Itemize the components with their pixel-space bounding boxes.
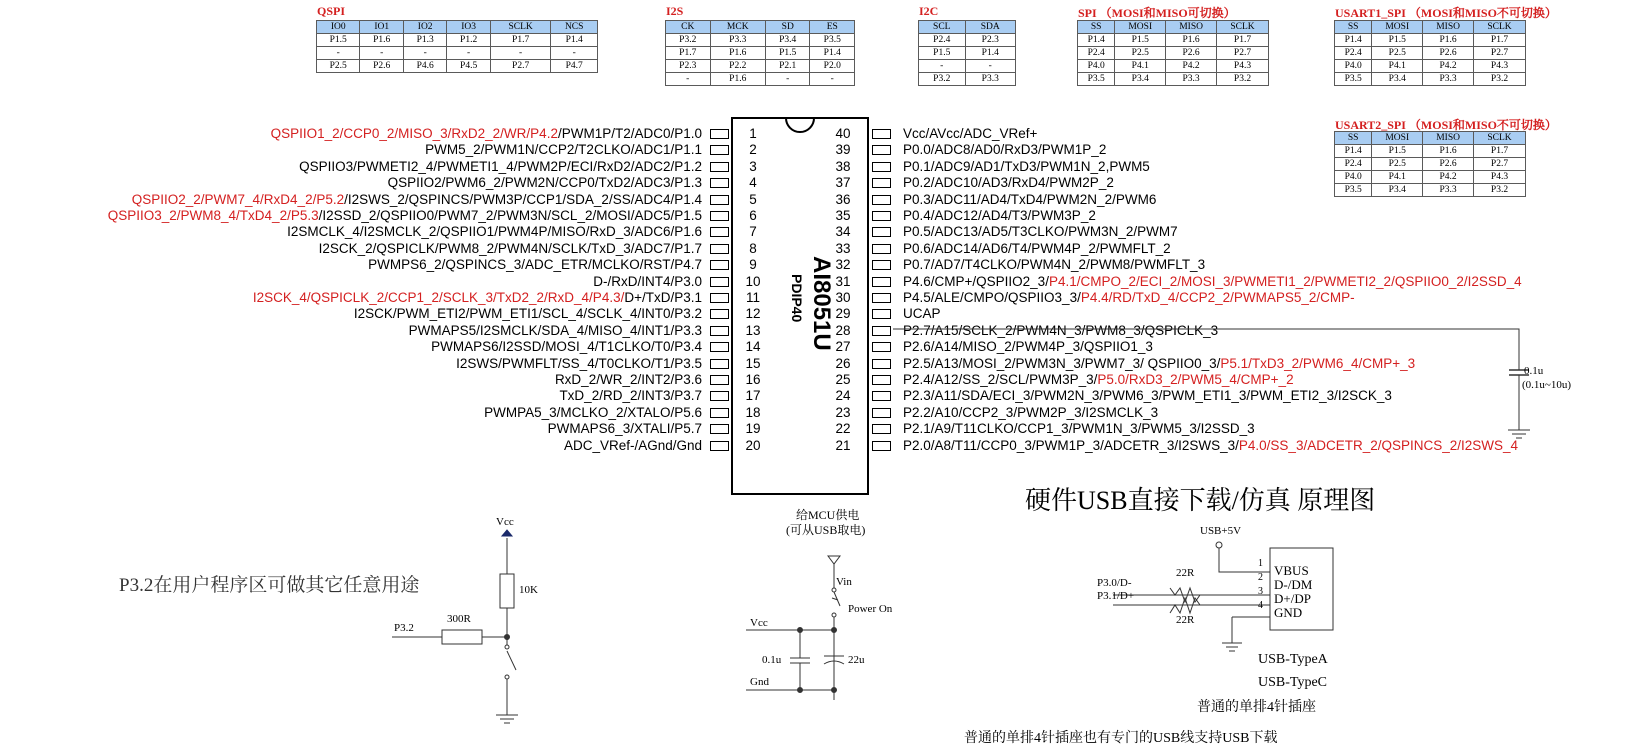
table-cell: P3.3: [710, 34, 765, 47]
table-header-cell: MOSI: [1372, 21, 1423, 34]
pin-function-text: P5.0/RxD3_2/PWM5_4/CMP+_2: [1097, 372, 1294, 387]
table-header-cell: SDA: [965, 21, 1016, 34]
table-cell: P2.4: [1335, 47, 1372, 60]
table-header-cell: MISO: [1423, 21, 1474, 34]
p32-pullup-resistor-label: 10K: [519, 584, 538, 596]
table-cell: P1.4: [1335, 145, 1372, 158]
pin-function-text: P5.1/TxD3_2/PWM6_4/CMP+_3: [1220, 355, 1416, 371]
table-cell: P1.7: [1217, 34, 1269, 47]
table-cell: P1.7: [666, 47, 711, 60]
table-cell: P2.5: [1115, 47, 1166, 60]
usb-dp-net-label: P3.1/D+: [1097, 590, 1135, 602]
table-header-cell: SS: [1335, 21, 1372, 34]
table-cell: P4.0: [1335, 60, 1372, 73]
table-cell: P2.3: [666, 60, 711, 73]
usb-dm-net-label: P3.0/D-: [1097, 577, 1132, 589]
pin-function-text: PWMAPS6/I2SSD/MOSI_4/T1CLKO/T0/P3.4: [431, 339, 702, 355]
table-cell: -: [965, 60, 1016, 73]
table-cell: P1.5: [1372, 34, 1423, 47]
pin-number: 6: [749, 208, 757, 223]
pin-number: 25: [835, 372, 851, 387]
power-gnd-label: Gnd: [750, 676, 769, 688]
table-cell: P3.5: [1335, 73, 1372, 86]
pin-number: 14: [745, 339, 761, 355]
mcu-power-note-sub: (可从USB取电): [786, 523, 866, 537]
pin-number: 12: [745, 306, 761, 322]
pin-function-text: I2SCK_4/QSPICLK_2/CCP1_2/SCLK_3/TxD2_2/RxD_4/P4.3/: [252, 290, 625, 305]
table-cell: P1.6: [360, 34, 403, 47]
table-cell: -: [551, 47, 598, 60]
table-cell: P4.7: [551, 60, 598, 73]
table-cell: P2.5: [1372, 47, 1423, 60]
pin-number: 39: [835, 142, 851, 158]
table-cell: P3.4: [765, 34, 810, 47]
pin-function-text: ADC_VRef-/AGnd/Gnd: [563, 437, 702, 453]
pin-function-text: I2SMCLK_4/I2SMCLK_2/QSPIIO1/PWM4P/MISO/RxD_3/ADC6/P1.6: [287, 224, 702, 240]
pin-number: 37: [835, 175, 851, 191]
table-cell: P4.2: [1166, 60, 1217, 73]
pin-number: 19: [745, 421, 761, 437]
pin-number: 32: [835, 257, 851, 273]
usb-footer-note: 普通的单排4针插座也有专门的USB线支持USB下载: [964, 731, 1278, 746]
pin-function-text: Vcc/AVcc/ADC_VRef+: [903, 126, 1038, 141]
table-header-cell: MOSI: [1115, 21, 1166, 34]
table-cell: -: [447, 47, 490, 60]
table-cell: P1.4: [1335, 34, 1372, 47]
pin-function-text: P2.2/A10/CCP2_3/PWM2P_3/I2SMCLK_3: [903, 404, 1159, 420]
pin-number: 1: [749, 126, 757, 141]
table-header-cell: ES: [810, 21, 855, 34]
chip-package: PDIP40: [789, 274, 805, 323]
table-cell: P1.2: [447, 34, 490, 47]
pin-number: 28: [835, 322, 851, 338]
table-cell: P4.5: [447, 60, 490, 73]
table-cell: P2.7: [1217, 47, 1269, 60]
table-header-cell: MOSI: [1372, 132, 1423, 145]
table-cell: P2.1: [765, 60, 810, 73]
usb-pin-number: 3: [1258, 586, 1263, 597]
pin-number: 40: [835, 126, 851, 141]
pin-number: 3: [749, 158, 757, 174]
table-cell: P4.0: [1335, 171, 1372, 184]
pin-function-text: P4.1/CMPO_2/ECI_2/MOSI_3/PWMETI1_2/PWMETI2_2/QSPIIO0_2/I2SSD_4: [1048, 273, 1522, 289]
table-cell: P1.6: [1423, 145, 1474, 158]
table-cell: P2.4: [1335, 158, 1372, 171]
table-header-cell: SCL: [919, 21, 966, 34]
pin-function-text: /I2SWS_2/QSPINCS/PWM3P/CCP1/SDA_2/SS/ADC4/P1.4: [344, 191, 702, 207]
pin-function-text: I2SCK_2/QSPICLK/PWM8_2/PWM4N/SCLK/TxD_3/ADC7/P1.7: [318, 240, 702, 256]
table-cell: P3.4: [1115, 73, 1166, 86]
pin-number: 31: [835, 273, 851, 289]
pin-function-text: P2.1/A9/T11CLKO/CCP1_3/PWM1N_3/PWM5_3/I2SSD_3: [903, 421, 1255, 437]
table-cell: P1.3: [403, 34, 446, 47]
pin-number: 11: [745, 290, 760, 305]
table-cell: -: [360, 47, 403, 60]
pin-number: 5: [749, 191, 757, 207]
table-cell: P4.1: [1372, 60, 1423, 73]
ucap-cap-value: 0.1u: [1524, 365, 1544, 377]
pin-function-text: PWMPS6_2/QSPINCS_3/ADC_ETR/MCLKO/RST/P4.7: [368, 257, 702, 273]
usb-pin-name: D-/DM: [1274, 577, 1313, 592]
table-header-cell: MISO: [1423, 132, 1474, 145]
table-header-cell: MISO: [1166, 21, 1217, 34]
table-cell: P3.4: [1372, 184, 1423, 197]
pin-function-text: P0.5/ADC13/AD5/T3CLKO/PWM3N_2/PWM7: [903, 224, 1178, 240]
pin-function-text: PWMPA5_3/MCLKO_2/XTALO/P5.6: [484, 404, 702, 420]
table-cell: P4.2: [1423, 60, 1474, 73]
pin-number: 30: [835, 290, 851, 305]
table-cell: P1.5: [765, 47, 810, 60]
table-cell: P2.7: [1474, 158, 1526, 171]
pin-number: 13: [745, 322, 761, 338]
pin-number: 2: [749, 142, 757, 158]
cap-0-1u-label: 0.1u: [762, 654, 782, 666]
table-cell: P2.7: [1474, 47, 1526, 60]
pin-number: 7: [749, 224, 757, 240]
vin-label: Vin: [836, 576, 852, 588]
table-header-cell: IO1: [360, 21, 403, 34]
pin-function-text: QSPIIO1_2/CCP0_2/MISO_3/RxD2_2/WR/P4.2: [270, 126, 558, 141]
table-cell: P1.6: [1423, 34, 1474, 47]
table-cell: -: [919, 60, 966, 73]
table-header-cell: SCLK: [490, 21, 551, 34]
table-header-cell: IO3: [447, 21, 490, 34]
table-cell: P3.5: [1078, 73, 1115, 86]
table-cell: P2.7: [490, 60, 551, 73]
table-cell: P2.6: [1423, 158, 1474, 171]
pin-number: 36: [835, 191, 851, 207]
pin-number: 20: [745, 437, 761, 453]
pin-function-text: P0.4/ADC12/AD4/T3/PWM3P_2: [903, 208, 1096, 223]
usb-pin-number: 4: [1258, 600, 1263, 611]
usb-pin-name: D+/DP: [1274, 591, 1311, 606]
table-cell: -: [810, 73, 855, 86]
i2s-table-title: I2S: [666, 4, 684, 18]
pin-function-text: P4.6/CMP+/QSPIIO2_3/: [903, 273, 1049, 289]
usb-schematic-title: 硬件USB直接下载/仿真 原理图: [1025, 486, 1376, 515]
pin-number: 26: [835, 355, 851, 371]
pin-function-text: P0.3/ADC11/AD4/TxD4/PWM2N_2/PWM6: [903, 191, 1157, 207]
table-header-cell: SCLK: [1474, 132, 1526, 145]
pin-number: 21: [835, 437, 851, 453]
table-cell: P3.3: [965, 73, 1016, 86]
table-header-cell: IO2: [403, 21, 446, 34]
pin-function-text: P0.7/AD7/T4CLKO/PWM4N_2/PWM8/PWMFLT_3: [903, 257, 1206, 273]
pin-function-text: P0.2/ADC10/AD3/RxD4/PWM2P_2: [903, 175, 1114, 191]
table-cell: P3.5: [810, 34, 855, 47]
table-header-cell: SS: [1078, 21, 1115, 34]
p32-pin-label: P3.2: [394, 622, 414, 634]
pin-number: 18: [745, 404, 761, 420]
table-cell: P3.2: [1474, 184, 1526, 197]
table-cell: P4.0: [1078, 60, 1115, 73]
table-cell: -: [317, 47, 360, 60]
table-header-cell: SCLK: [1474, 21, 1526, 34]
usb-pin-name: VBUS: [1274, 563, 1309, 578]
table-cell: P2.3: [965, 34, 1016, 47]
table-cell: P4.3: [1217, 60, 1269, 73]
pin-number: 24: [835, 388, 851, 404]
table-cell: P4.2: [1423, 171, 1474, 184]
i2c-table-title: I2C: [919, 4, 939, 18]
table-header-cell: IO0: [317, 21, 360, 34]
pin-function-text: QSPIIO2_2/PWM7_4/RxD4_2/P5.2: [131, 191, 345, 207]
p32-series-resistor-label: 300R: [447, 613, 471, 625]
qspi-table-title: QSPI: [317, 4, 346, 18]
pin-number: 33: [835, 240, 851, 256]
pin-function-text: P0.0/ADC8/AD0/RxD3/PWM1P_2: [903, 142, 1107, 158]
table-cell: P1.4: [810, 47, 855, 60]
pin-number: 38: [835, 158, 851, 174]
table-cell: P3.5: [1335, 184, 1372, 197]
table-header-cell: NCS: [551, 21, 598, 34]
pin-function-text: PWMAPS5/I2SMCLK/SDA_4/MISO_4/INT1/P3.3: [408, 322, 702, 338]
table-cell: P3.2: [1474, 73, 1526, 86]
pin-number: 9: [749, 257, 757, 273]
pin-number: 27: [835, 339, 851, 355]
table-cell: P4.3: [1474, 171, 1526, 184]
table-cell: P2.6: [1423, 47, 1474, 60]
table-cell: P1.5: [919, 47, 966, 60]
power-switch-label: Power On: [848, 603, 893, 615]
spi-table-title: SPI （MOSI和MISO可切换）: [1078, 6, 1236, 20]
table-cell: -: [490, 47, 551, 60]
table-cell: P1.7: [490, 34, 551, 47]
pin-function-text: D-/RxD/INT4/P3.0: [593, 273, 702, 289]
table-cell: P4.1: [1115, 60, 1166, 73]
table-header-cell: SS: [1335, 132, 1372, 145]
table-cell: P3.2: [919, 73, 966, 86]
usb-pin-number: 1: [1258, 558, 1263, 569]
table-cell: P1.6: [710, 73, 765, 86]
pin-function-text: D+/TxD/P3.1: [624, 290, 702, 305]
table-cell: P3.4: [1372, 73, 1423, 86]
pin-number: 4: [749, 175, 757, 191]
pin-number: 35: [835, 208, 851, 223]
usb-header-label: 普通的单排4针插座: [1197, 700, 1316, 715]
table-cell: P2.5: [1372, 158, 1423, 171]
pin-function-text: P2.3/A11/SDA/ECI_3/PWM2N_3/PWM6_3/PWM_ETI1_3/PWM_ETI2_3/I2SCK_3: [903, 388, 1392, 404]
table-cell: -: [765, 73, 810, 86]
usb-pin-name: GND: [1274, 605, 1303, 620]
table-header-cell: SD: [765, 21, 810, 34]
pin-function-text: UCAP: [903, 306, 941, 322]
pin-number: 15: [745, 355, 761, 371]
table-cell: P2.5: [317, 60, 360, 73]
pin-number: 17: [745, 388, 761, 404]
pin-function-text: QSPIIO3/PWMETI2_4/PWMETI1_4/PWM2P/ECI/RxD2/ADC2/P1.2: [299, 158, 702, 174]
pin-number: 8: [749, 240, 757, 256]
table-cell: -: [666, 73, 711, 86]
pin-function-text: P2.5/A13/MOSI_2/PWM3N_3/PWM7_3/ QSPIIO0_3/: [903, 355, 1221, 371]
ucap-cap-range: (0.1u~10u): [1522, 379, 1572, 391]
table-cell: P1.5: [1372, 145, 1423, 158]
table-cell: P2.4: [919, 34, 966, 47]
table-cell: P2.6: [360, 60, 403, 73]
pin-function-text: P4.0/SS_3/ADCETR_2/QSPINCS_2/I2SWS_4: [1238, 437, 1519, 453]
cap-22u-label: 22u: [848, 654, 865, 666]
pin-function-text: I2SCK/PWM_ETI2/PWM_ETI1/SCL_4/SCLK_4/INT0/P3.2: [353, 306, 702, 322]
pin-function-text: P2.7/A15/SCLK_2/PWM4N_3/PWM8_3/QSPICLK_3: [903, 322, 1219, 338]
table-cell: P4.1: [1372, 171, 1423, 184]
usb-pin-number: 2: [1258, 572, 1263, 583]
pin-number: 10: [745, 273, 761, 289]
pin-function-text: P2.0/A8/T11/CCP0_3/PWM1P_3/ADCETR_3/I2SWS_3/: [903, 437, 1239, 453]
table-cell: P3.2: [666, 34, 711, 47]
pin-function-text: /PWM1P/T2/ADC0/P1.0: [557, 126, 702, 141]
pin-function-text: P0.1/ADC9/AD1/TxD3/PWM1N_2,PWM5: [903, 158, 1150, 174]
table-header-cell: CK: [666, 21, 711, 34]
pin-function-text: P2.6/A14/MISO_2/PWM4P_3/QSPIIO1_3: [903, 339, 1153, 355]
table-header-cell: SCLK: [1217, 21, 1269, 34]
pin-function-text: QSPIIO2/PWM6_2/PWM2N/CCP0/TxD2/ADC3/P1.3: [387, 175, 702, 191]
table-cell: P2.4: [1078, 47, 1115, 60]
table-cell: P1.4: [1078, 34, 1115, 47]
pin-function-text: P2.4/A12/SS_2/SCL/PWM3P_3/: [903, 372, 1098, 387]
chip-name: AI8051U: [808, 256, 835, 351]
table-header-cell: MCK: [710, 21, 765, 34]
pin-function-text: P0.6/ADC14/AD6/T4/PWM4P_2/PWMFLT_2: [903, 240, 1171, 256]
table-cell: P1.4: [965, 47, 1016, 60]
mcu-power-note: 给MCU供电: [796, 508, 860, 522]
table-cell: P1.5: [1115, 34, 1166, 47]
table-cell: P1.6: [1166, 34, 1217, 47]
usart2-table-title: USART2_SPI （MOSI和MISO不可切换）: [1335, 118, 1557, 132]
usb-type-a-label: USB-TypeA: [1258, 652, 1328, 667]
pin-function-text: TxD_2/RD_2/INT3/P3.7: [559, 388, 702, 404]
table-cell: P4.6: [403, 60, 446, 73]
table-cell: P3.3: [1423, 184, 1474, 197]
pin-function-text: /I2SSD_2/QSPIIO0/PWM7_2/PWM3N/SCL_2/MOSI/ADC5/P1.5: [318, 208, 702, 223]
power-vcc-label: Vcc: [750, 617, 768, 629]
pin-function-text: P4.5/ALE/CMPO/QSPIIO3_3/: [903, 290, 1081, 305]
pin-function-text: RxD_2/WR_2/INT2/P3.6: [554, 372, 702, 387]
p32-vcc-label: Vcc: [496, 516, 514, 528]
pin-number: 29: [835, 306, 851, 322]
pin-function-text: P4.4/RD/TxD_4/CCP2_2/PWMAPS5_2/CMP-: [1080, 290, 1355, 305]
pin-number: 23: [835, 404, 851, 420]
pin-number: 34: [835, 224, 851, 240]
table-cell: P1.7: [1474, 34, 1526, 47]
usb-dp-resistor-label: 22R: [1176, 614, 1195, 626]
table-cell: P2.6: [1166, 47, 1217, 60]
usb-supply-label: USB+5V: [1200, 525, 1242, 537]
table-cell: P3.3: [1423, 73, 1474, 86]
table-cell: P4.3: [1474, 60, 1526, 73]
pin-function-text: PWM5_2/PWM1N/CCP2/T2CLKO/ADC1/P1.1: [425, 142, 702, 158]
pin-function-text: I2SWS/PWMFLT/SS_4/T0CLKO/T1/P3.5: [456, 355, 702, 371]
usart1-table-title: USART1_SPI （MOSI和MISO不可切换）: [1335, 6, 1557, 20]
p32-usage-note: P3.2在用户程序区可做其它任意用途: [119, 575, 420, 596]
pin-number: 16: [745, 372, 761, 387]
pin-number: 22: [835, 421, 851, 437]
table-cell: P2.2: [710, 60, 765, 73]
usb-type-c-label: USB-TypeC: [1258, 675, 1328, 690]
pin-function-text: PWMAPS6_3/XTALI/P5.7: [547, 421, 702, 437]
usb-dm-resistor-label: 22R: [1176, 567, 1195, 579]
table-cell: P2.0: [810, 60, 855, 73]
pin-function-text: QSPIIO3_2/PWM8_4/TxD4_2/P5.3: [107, 208, 319, 223]
table-cell: P3.2: [1217, 73, 1269, 86]
table-cell: P3.3: [1166, 73, 1217, 86]
table-cell: P1.4: [551, 34, 598, 47]
table-cell: -: [403, 47, 446, 60]
table-cell: P1.6: [710, 47, 765, 60]
table-cell: P1.5: [317, 34, 360, 47]
table-cell: P1.7: [1474, 145, 1526, 158]
